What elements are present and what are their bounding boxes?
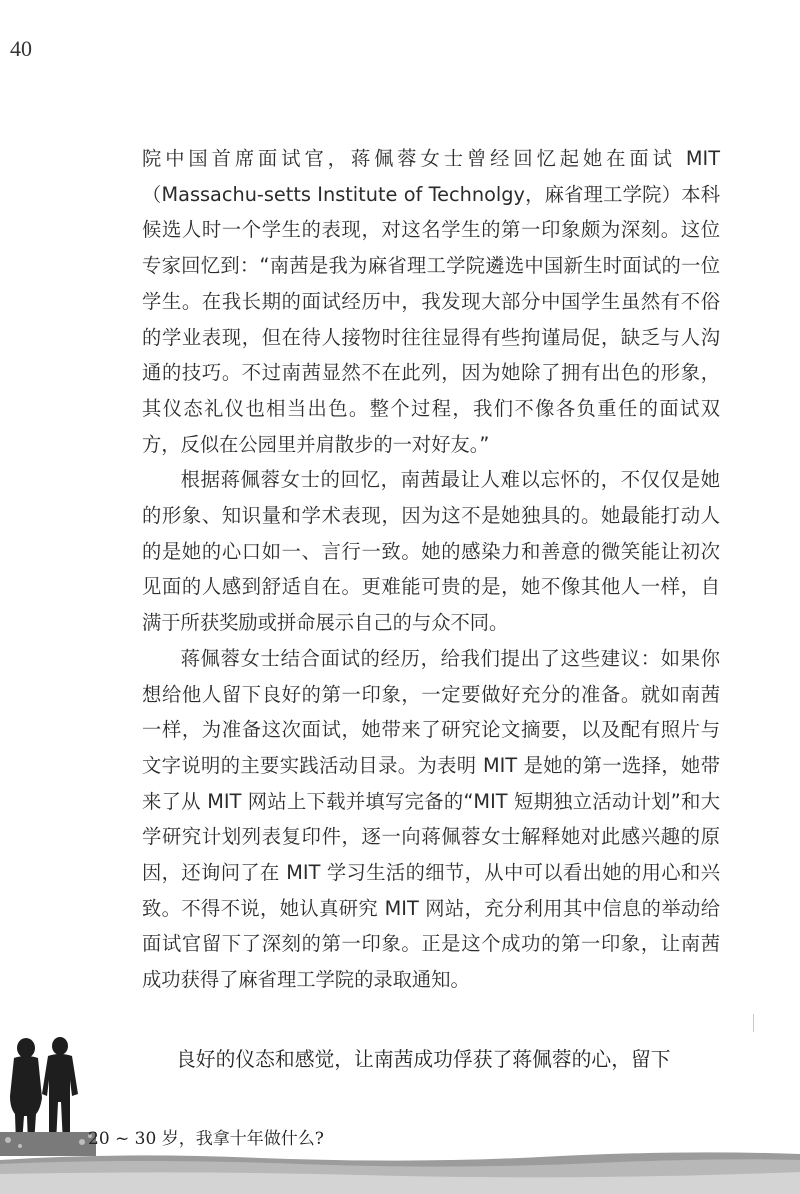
paragraph-3: 蒋佩蓉女士结合面试的经历，给我们提出了这些建议：如果你想给他人留下良好的第一印象，一定要做好充分的准备。就如南茜一样，为准备这次面试，她带来了研究论文摘要，以及配有照片与文字说明的主要实践活动目录。为表明 MIT 是她的第一选择，她带来了从 MIT 网站上下载并填写完备的“MIT 短期独立活动计划”和大学研究计划列表复印件，逐一向蒋佩蓉女士解释她对此感兴趣的原因，还询问了在 MIT 学习生活的细节，从中可以看出她的用心和兴致。不得不说，她认真研究 MIT 网站，充分利用其中信息的举动给面试官留下了深刻的第一印象。正是这个成功的第一印象，让南茜成功获得了麻省理工学院的录取通知。 — [142, 646, 720, 992]
footer-ground-decoration — [0, 1150, 800, 1194]
footer-book-title: 20 ~ 30 岁，我拿十年做什么? — [88, 1129, 324, 1149]
page-number: 40 — [10, 36, 32, 61]
couple-photo — [0, 1036, 96, 1156]
margin-tick — [753, 1014, 754, 1032]
paragraph-2: 根据蒋佩蓉女士的回忆，南茜最让人难以忘怀的，不仅仅是她的形象、知识量和学术表现，因为这不是她独具的。她最能打动人的是她的心口如一、言行一致。她的感染力和善意的微笑能让初次见面的人感到舒适自在。更难能可贵的是，她不像其他人一样，自满于所获奖励或拼命展示自己的与众不同。 — [142, 468, 720, 635]
paragraph-1: 院中国首席面试官，蒋佩蓉女士曾经回忆起她在面试 MIT（Massachu-setts Institute of Technolgy，麻省理工学院）本科候选人时一个学生的表现，对这名学生的第一印象颇为深刻。这位专家回忆到：“南茜是我为麻省理工学院遴选中国新生时面试的一位学生。在我长期的面试经历中，我发现大部分中国学生虽然有不俗的学业表现，但在待人接物时往往显得有些拘谨局促，缺乏与人沟通的技巧。不过南茜显然不在此列，因为她除了拥有出色的形象，其仪态礼仪也相当出色。整个过程，我们不像各负重任的面试双方，反似在公园里并肩散步的一对好友。” — [142, 147, 720, 456]
body-text — [142, 141, 720, 998]
pull-quote: 良好的仪态和感觉，让南茜成功俘获了蒋佩蓉的心，留下 — [176, 1048, 671, 1071]
